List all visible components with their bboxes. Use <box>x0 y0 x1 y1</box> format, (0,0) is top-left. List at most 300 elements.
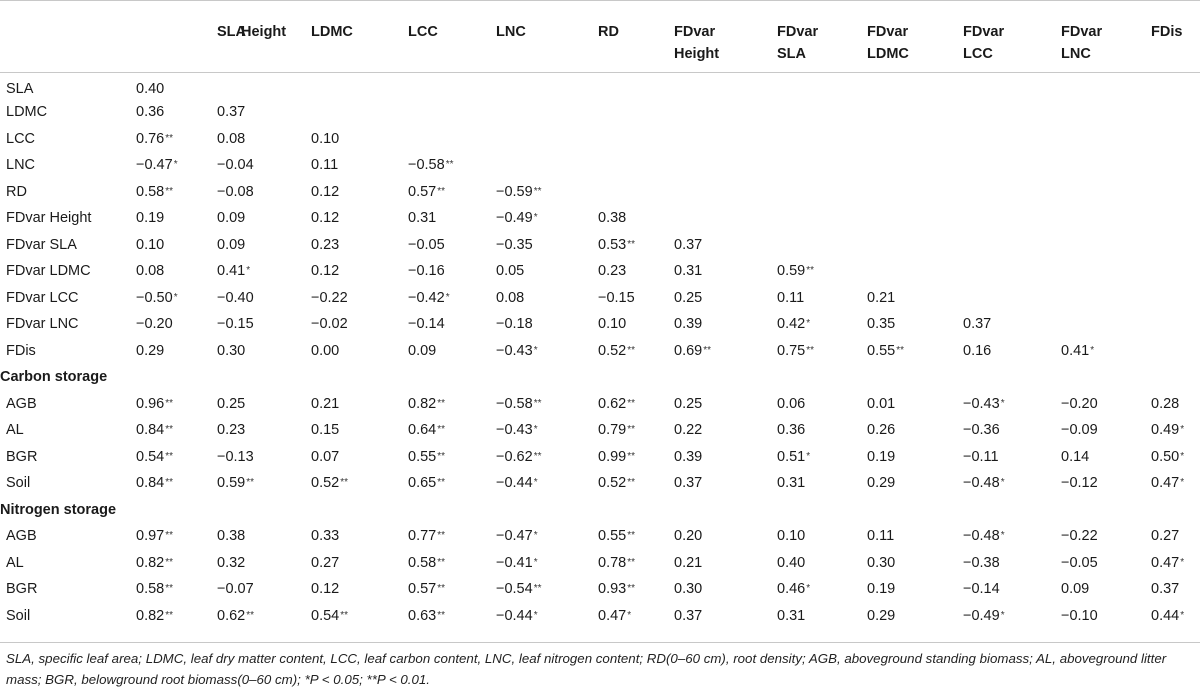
significance-marker: * <box>246 265 251 277</box>
header-fdis <box>1151 1 1200 73</box>
cell-value: 0.37 <box>674 236 703 253</box>
table-cell <box>674 205 777 232</box>
table-cell <box>217 417 311 444</box>
significance-marker: * <box>1180 609 1185 621</box>
cell-value: 0.12 <box>311 581 340 598</box>
cell-value: 0.08 <box>136 263 165 280</box>
table-cell <box>674 444 777 471</box>
cell-value: 0.58 <box>136 581 165 598</box>
cell-value: 0.55 <box>598 528 627 545</box>
table-cell <box>867 152 963 179</box>
cell-value: 0.37 <box>217 104 246 121</box>
cell-value: 0.50 <box>1151 448 1180 465</box>
cell-value: 0.26 <box>867 422 896 439</box>
table-cell <box>408 603 496 630</box>
cell-value: 0.77 <box>408 528 437 545</box>
row-label-bgr: BGR <box>6 581 38 598</box>
cell-value: 0.84 <box>136 422 165 439</box>
row-label-fdvar-ldmc: FDvar LDMC <box>6 263 91 280</box>
table-cell <box>598 232 674 259</box>
significance-marker: * <box>533 424 538 436</box>
cell-value: 0.30 <box>674 581 703 598</box>
cell-value: 0.49 <box>1151 422 1180 439</box>
header-ldmc <box>311 1 408 73</box>
significance-marker: ** <box>437 477 446 489</box>
cell-value: 0.82 <box>136 554 165 571</box>
table-cell <box>1151 444 1200 471</box>
cell-value: 0.19 <box>867 448 896 465</box>
significance-marker: ** <box>437 424 446 436</box>
table-cell <box>777 126 867 153</box>
header-row <box>0 1 1200 73</box>
table-cell <box>408 470 496 497</box>
table-cell <box>136 285 217 312</box>
cell-value: 0.65 <box>408 475 437 492</box>
cell-value: 0.27 <box>311 554 340 571</box>
cell-value: −0.48 <box>963 475 1000 492</box>
table-cell <box>496 311 598 338</box>
table-row <box>0 126 1200 153</box>
table-cell <box>496 99 598 126</box>
table-cell <box>136 179 217 206</box>
cell-value: 0.57 <box>408 581 437 598</box>
table-row <box>0 205 1200 232</box>
table-cell <box>136 417 217 444</box>
table-cell <box>598 391 674 418</box>
table-row <box>0 550 1200 577</box>
header-label: Height <box>674 46 720 62</box>
table-cell <box>311 417 408 444</box>
table-cell <box>674 523 777 550</box>
table-cell <box>674 73 777 100</box>
table-cell <box>496 205 598 232</box>
table-cell <box>1151 73 1200 100</box>
cell-value: −0.49 <box>496 210 533 227</box>
table-cell <box>496 232 598 259</box>
table-cell <box>136 603 217 630</box>
table-cell <box>408 126 496 153</box>
table-cell <box>777 603 867 630</box>
significance-marker: ** <box>165 530 174 542</box>
cell-value: 0.15 <box>311 422 340 439</box>
cell-value: 0.36 <box>777 422 806 439</box>
table-cell <box>598 152 674 179</box>
cell-value: 0.21 <box>674 554 703 571</box>
cell-value: 0.82 <box>408 395 437 412</box>
cell-value: 0.47 <box>1151 554 1180 571</box>
table-cell <box>408 444 496 471</box>
cell-value: −0.62 <box>496 448 533 465</box>
cell-value: 0.37 <box>963 316 992 333</box>
table-cell <box>963 152 1061 179</box>
table-cell <box>1151 152 1200 179</box>
table-cell <box>1061 444 1151 471</box>
cell-value: 0.84 <box>136 475 165 492</box>
cell-value: 0.52 <box>598 342 627 359</box>
significance-marker: ** <box>165 477 174 489</box>
table-cell <box>311 73 408 100</box>
section-header-row <box>0 364 1200 391</box>
significance-marker: * <box>533 344 538 356</box>
cell-value: 0.16 <box>963 342 992 359</box>
cell-value: −0.09 <box>1061 422 1098 439</box>
header-fdvar_lnc <box>1061 1 1151 73</box>
cell-value: −0.58 <box>496 395 533 412</box>
table-cell <box>496 470 598 497</box>
table-cell <box>1061 391 1151 418</box>
table-cell <box>1061 550 1151 577</box>
table-cell <box>311 99 408 126</box>
cell-value: −0.04 <box>217 157 254 174</box>
significance-marker: ** <box>165 583 174 595</box>
row-label-fdvar-sla: FDvar SLA <box>6 236 77 253</box>
cell-value: −0.12 <box>1061 475 1098 492</box>
significance-marker: * <box>1000 530 1005 542</box>
row-label-fdvar-lnc: FDvar LNC <box>6 316 79 333</box>
cell-value: −0.13 <box>217 448 254 465</box>
cell-value: 0.46 <box>777 581 806 598</box>
table-cell <box>217 444 311 471</box>
row-label-al: AL <box>6 554 24 571</box>
cell-value: −0.36 <box>963 422 1000 439</box>
table-cell <box>867 258 963 285</box>
table-row <box>0 391 1200 418</box>
table-cell <box>674 285 777 312</box>
cell-value: 0.40 <box>136 81 165 97</box>
cell-value: −0.58 <box>408 157 445 174</box>
significance-marker: ** <box>533 397 542 409</box>
cell-value: 0.21 <box>867 289 896 306</box>
table-cell <box>867 470 963 497</box>
table-cell <box>598 179 674 206</box>
table-cell <box>867 73 963 100</box>
significance-marker: * <box>1180 556 1185 568</box>
cell-value: 0.27 <box>1151 528 1180 545</box>
cell-value: −0.47 <box>496 528 533 545</box>
header-label: FDvar <box>963 24 1005 40</box>
table-cell <box>408 576 496 603</box>
cell-value: 0.10 <box>598 316 627 333</box>
cell-value: 0.54 <box>311 607 340 624</box>
header-fdvar_sla <box>777 1 867 73</box>
cell-value: 0.25 <box>217 395 246 412</box>
table-cell <box>1061 258 1151 285</box>
table-cell <box>496 152 598 179</box>
table-cell <box>496 444 598 471</box>
header-label: FDvar <box>867 24 909 40</box>
table-cell <box>136 126 217 153</box>
cell-value: 0.36 <box>136 104 165 121</box>
cell-value: 0.20 <box>674 528 703 545</box>
table-cell <box>867 391 963 418</box>
cell-value: −0.02 <box>311 316 348 333</box>
table-cell <box>311 444 408 471</box>
table-cell <box>496 417 598 444</box>
table-row <box>0 73 1200 100</box>
row-label-agb: AGB <box>6 528 37 545</box>
significance-marker: * <box>533 477 538 489</box>
table-cell <box>136 470 217 497</box>
table-cell <box>408 523 496 550</box>
cell-value: −0.14 <box>408 316 445 333</box>
table-cell <box>136 550 217 577</box>
table-cell <box>777 73 867 100</box>
header-lcc <box>408 1 496 73</box>
cell-value: 0.82 <box>136 607 165 624</box>
cell-value: 0.31 <box>777 607 806 624</box>
cell-value: −0.50 <box>136 289 173 306</box>
cell-value: 0.62 <box>598 395 627 412</box>
table-cell <box>1151 311 1200 338</box>
table-cell <box>136 73 217 100</box>
cell-value: 0.31 <box>674 263 703 280</box>
significance-marker: * <box>533 530 538 542</box>
table-cell <box>408 285 496 312</box>
row-label-fdis: FDis <box>6 342 36 359</box>
table-cell <box>217 258 311 285</box>
cell-value: 0.96 <box>136 395 165 412</box>
table-cell <box>311 152 408 179</box>
table-cell <box>867 550 963 577</box>
cell-value: 0.51 <box>777 448 806 465</box>
cell-value: 0.40 <box>777 554 806 571</box>
cell-value: 0.25 <box>674 289 703 306</box>
significance-marker: ** <box>165 185 174 197</box>
header-label: FDis <box>1151 24 1183 40</box>
cell-value: 0.38 <box>598 210 627 227</box>
cell-value: 0.30 <box>217 342 246 359</box>
table-cell <box>867 576 963 603</box>
cell-value: 0.11 <box>867 528 895 545</box>
cell-value: 0.14 <box>1061 448 1090 465</box>
header-rd <box>598 1 674 73</box>
table-cell <box>1061 126 1151 153</box>
table-cell <box>217 73 311 100</box>
cell-value: 0.63 <box>408 607 437 624</box>
table-row <box>0 311 1200 338</box>
cell-value: 0.75 <box>777 342 806 359</box>
cell-value: 0.54 <box>136 448 165 465</box>
table-cell <box>867 311 963 338</box>
cell-value: 0.55 <box>408 448 437 465</box>
cell-value: 0.76 <box>136 130 165 147</box>
table-cell <box>674 576 777 603</box>
table-cell <box>136 523 217 550</box>
significance-marker: ** <box>165 397 174 409</box>
table-cell <box>408 205 496 232</box>
table-cell <box>408 99 496 126</box>
row-label-sla: SLA <box>6 81 34 97</box>
table-row <box>0 417 1200 444</box>
significance-marker: ** <box>533 185 542 197</box>
significance-marker: ** <box>340 477 349 489</box>
table-row <box>0 470 1200 497</box>
table-cell <box>963 258 1061 285</box>
significance-marker: ** <box>445 159 454 171</box>
significance-marker: * <box>445 291 450 303</box>
table-cell <box>1061 576 1151 603</box>
cell-value: 0.78 <box>598 554 627 571</box>
table-cell <box>963 179 1061 206</box>
cell-value: 0.07 <box>311 448 340 465</box>
significance-marker: * <box>806 318 811 330</box>
table-cell <box>674 232 777 259</box>
table-cell <box>408 232 496 259</box>
table-cell <box>311 311 408 338</box>
significance-marker: ** <box>896 344 905 356</box>
header-label: LCC <box>963 46 993 62</box>
cell-value: 0.29 <box>867 607 896 624</box>
cell-value: 0.57 <box>408 183 437 200</box>
significance-marker: ** <box>437 583 446 595</box>
table-cell <box>311 523 408 550</box>
header-fdvar_height <box>674 1 777 73</box>
table-cell <box>408 311 496 338</box>
significance-marker: * <box>1000 477 1005 489</box>
significance-marker: ** <box>627 450 636 462</box>
table-cell <box>1151 417 1200 444</box>
cell-value: −0.20 <box>136 316 173 333</box>
table-cell <box>674 603 777 630</box>
cell-value: 0.31 <box>777 475 806 492</box>
table-cell <box>598 444 674 471</box>
table-cell <box>311 603 408 630</box>
table-cell <box>136 391 217 418</box>
significance-marker: * <box>173 159 178 171</box>
table-cell <box>963 338 1061 365</box>
table-cell <box>674 391 777 418</box>
cell-value: −0.10 <box>1061 607 1098 624</box>
table-cell <box>1061 99 1151 126</box>
cell-value: 0.29 <box>136 342 165 359</box>
cell-value: 0.09 <box>217 210 246 227</box>
table-cell <box>217 338 311 365</box>
cell-value: 0.21 <box>311 395 340 412</box>
row-label-bgr: BGR <box>6 448 38 465</box>
table-cell <box>1061 205 1151 232</box>
cell-value: −0.07 <box>217 581 254 598</box>
cell-value: −0.35 <box>496 236 533 253</box>
table-cell <box>1061 179 1151 206</box>
table-cell <box>217 576 311 603</box>
cell-value: −0.05 <box>408 236 445 253</box>
table-cell <box>136 152 217 179</box>
cell-value: 0.19 <box>867 581 896 598</box>
table-cell <box>311 126 408 153</box>
table-row <box>0 285 1200 312</box>
significance-marker: ** <box>627 477 636 489</box>
significance-marker: ** <box>437 556 446 568</box>
row-label-soil: Soil <box>6 607 31 624</box>
table-cell <box>1061 523 1151 550</box>
table-cell <box>777 417 867 444</box>
table-cell <box>598 311 674 338</box>
significance-marker: * <box>173 291 178 303</box>
table-cell <box>674 258 777 285</box>
cell-value: −0.54 <box>496 581 533 598</box>
cell-value: 0.10 <box>136 236 165 253</box>
table-cell <box>674 311 777 338</box>
cell-value: 0.44 <box>1151 607 1180 624</box>
table-cell <box>496 179 598 206</box>
header-label: SLA <box>217 24 246 40</box>
table-cell <box>674 338 777 365</box>
table-cell <box>777 444 867 471</box>
table-cell <box>217 603 311 630</box>
table-cell <box>867 523 963 550</box>
table-cell <box>598 258 674 285</box>
cell-value: −0.16 <box>408 263 445 280</box>
table-cell <box>598 205 674 232</box>
significance-marker: * <box>1180 477 1185 489</box>
table-cell <box>1151 179 1200 206</box>
table-cell <box>674 179 777 206</box>
cell-value: −0.38 <box>963 554 1000 571</box>
significance-marker: ** <box>627 238 636 250</box>
table-cell <box>963 470 1061 497</box>
table-cell <box>217 232 311 259</box>
cell-value: 0.35 <box>867 316 896 333</box>
table-cell <box>408 338 496 365</box>
table-row <box>0 258 1200 285</box>
table-cell <box>408 258 496 285</box>
table-cell <box>963 99 1061 126</box>
table-cell <box>1151 470 1200 497</box>
significance-marker: ** <box>627 530 636 542</box>
table-cell <box>1151 550 1200 577</box>
table-cell <box>867 99 963 126</box>
cell-value: 0.42 <box>777 316 806 333</box>
table-cell <box>408 152 496 179</box>
cell-value: −0.08 <box>217 183 254 200</box>
table-cell <box>598 470 674 497</box>
row-label-soil: Soil <box>6 475 31 492</box>
table-cell <box>963 523 1061 550</box>
table-cell <box>1151 285 1200 312</box>
cell-value: 0.10 <box>311 130 340 147</box>
table-cell <box>777 470 867 497</box>
cell-value: 0.52 <box>598 475 627 492</box>
table-cell <box>136 232 217 259</box>
header-label: FDvar <box>674 24 716 40</box>
table-cell <box>496 550 598 577</box>
table-cell <box>408 417 496 444</box>
cell-value: −0.22 <box>311 289 348 306</box>
cell-value: 0.23 <box>311 236 340 253</box>
significance-marker: ** <box>165 424 174 436</box>
significance-marker: ** <box>437 450 446 462</box>
cell-value: 0.41 <box>1061 342 1090 359</box>
table-cell <box>217 470 311 497</box>
table-cell <box>777 311 867 338</box>
header-lnc <box>496 1 598 73</box>
cell-value: 0.58 <box>408 554 437 571</box>
cell-value: 0.55 <box>867 342 896 359</box>
significance-marker: ** <box>627 424 636 436</box>
cell-value: 0.33 <box>311 528 340 545</box>
table-cell <box>963 73 1061 100</box>
table-cell <box>1151 99 1200 126</box>
table-cell <box>136 311 217 338</box>
significance-marker: * <box>806 450 811 462</box>
significance-marker: * <box>1000 609 1005 621</box>
significance-marker: * <box>806 583 811 595</box>
cell-value: −0.49 <box>963 607 1000 624</box>
table-cell <box>777 285 867 312</box>
cell-value: 0.62 <box>217 607 246 624</box>
table-cell <box>867 285 963 312</box>
significance-marker: ** <box>165 450 174 462</box>
